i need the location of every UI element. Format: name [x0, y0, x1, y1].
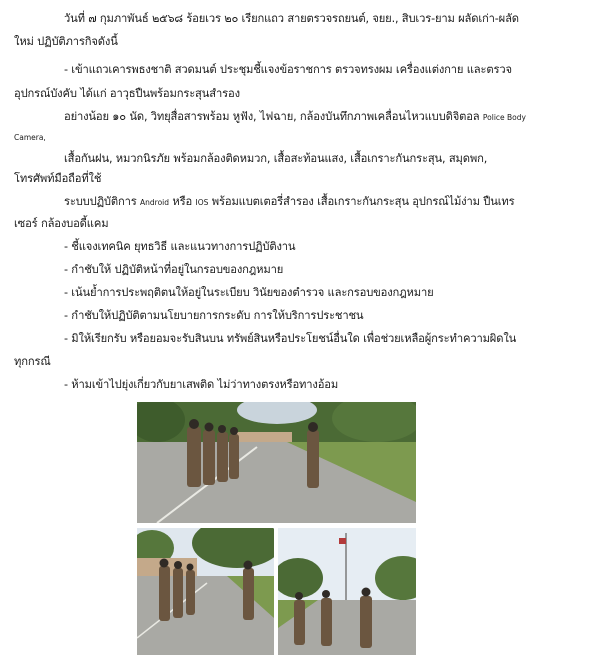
bullet-1: - ชี้แจงเทคนิค ยุทธวิธี และแนวทางการปฏิบัติงาน	[64, 240, 296, 253]
paragraph-1-line-1: วันที่ ๗ กุมภาพันธ์ ๒๕๖๘ ร้อยเวร ๒๐ เรียกแถว สายตรวจรถยนต์, จยย., สิบเวร-ยาม ผลัดเก่า-ผลัด	[64, 12, 519, 25]
paragraph-5-line-1	[64, 195, 514, 210]
photo-bottom-right	[278, 528, 416, 655]
paragraph-4-line-2: โทรศัพท์มือถือที่ใช้	[14, 172, 102, 185]
paragraph-5-line-2: เซอร์ กล้องบอดี้แคม	[14, 217, 109, 230]
bullet-6: - ห้ามเข้าไปยุ่งเกี่ยวกับยาเสพติด ไม่ว่าทางตรงหรือทางอ้อม	[64, 378, 339, 391]
photo-officers-standing-line	[137, 528, 274, 655]
paragraph-4-line-1: เสื้อกันฝน, หมวกนิรภัย พร้อมกล้องติดหมวก, เสื้อสะท้อนแสง, เสื้อเกราะกันกระสุน, สมุดพก,	[64, 152, 488, 165]
bullet-5-line-2: ทุกกรณี	[14, 355, 51, 368]
paragraph-5-ios: IOS	[195, 198, 209, 207]
paragraph-5-text-e: พร้อมแบตเตอรี่สำรอง เสื้อเกราะกันกระสุน อุปกรณ์ไม้ง่าม ปืนเทร	[208, 195, 515, 208]
paragraph-5-android: Android	[140, 198, 170, 207]
paragraph-1-line-2: ใหม่ ปฏิบัติภารกิจดังนี้	[14, 35, 118, 48]
photo-officers-saluting-line	[137, 402, 416, 523]
paragraph-2-line-2: อุปกรณ์บังคับ ได้แก่ อาวุธปืนพร้อมกระสุนสำรอง	[14, 87, 240, 100]
photo-bottom-left	[137, 528, 274, 655]
paragraph-3-english: Police Body	[482, 113, 526, 122]
paragraph-3-line-1	[64, 110, 526, 125]
bullet-2: - กำชับให้ ปฏิบัติหน้าที่อยู่ในกรอบของกฎหมาย	[64, 263, 284, 276]
paragraph-2-line-1: - เข้าแถวเคารพธงชาติ สวดมนต์ ประชุมชี้แจงข้อราชการ ตรวจทรงผม เครื่องแต่งกาย และตรวจ	[64, 63, 512, 76]
bullet-4: - กำชับให้ปฏิบัติตามนโยบายการกระดับ การให้บริการประชาชน	[64, 309, 364, 322]
bullet-3: - เน้นย้ำการประพฤติตนให้อยู่ในระเบียบ วินัยของตำรวจ และกรอบของกฎหมาย	[64, 286, 434, 299]
paragraph-5-text-a: ระบบปฏิบัติการ	[64, 195, 141, 208]
paragraph-5-text-c: หรือ	[169, 195, 196, 208]
photo-officers-flagpole	[278, 528, 416, 655]
paragraph-3-text: อย่างน้อย ๑๐ นัด, วิทยุสื่อสารพร้อม หูฟัง, ไฟฉาย, กล้องบันทึกภาพเคลื่อนไหวแบบดิจิตอล	[64, 110, 483, 123]
paragraph-3-line-2: Camera,	[14, 133, 46, 142]
bullet-5-line-1: - มิให้เรียกรับ หรือยอมจะรับสินบน ทรัพย์สินหรือประโยชน์อื่นใด เพื่อช่วยเหลือผู้กระทำความผิดใน	[64, 332, 517, 345]
photo-top	[137, 402, 416, 523]
